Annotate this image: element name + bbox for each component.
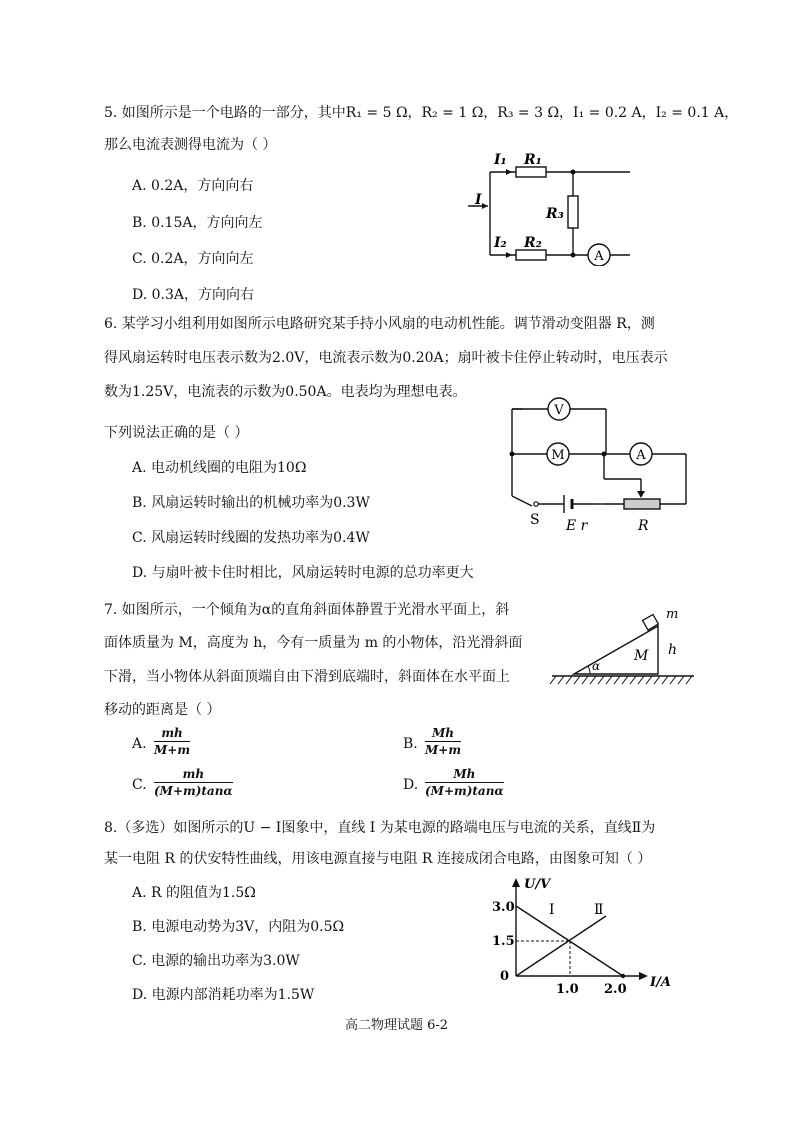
q7-option-a-denominator: M+m	[154, 743, 191, 757]
svg-text:1.0: 1.0	[556, 982, 579, 997]
rheostat-r	[624, 499, 660, 509]
svg-text:I: I	[549, 902, 555, 918]
q8-option-c: C. 电源的输出功率为3.0W	[132, 953, 300, 969]
q5-option-a: A. 0.2A，方向向右	[132, 178, 254, 194]
q7-option-c-denominator: (M+m)tanα	[154, 784, 233, 798]
svg-text:U/V: U/V	[524, 877, 551, 892]
q7-stem-line3: 下滑，当小物体从斜面顶端自由下滑到底端时，斜面体在水平面上	[104, 669, 510, 685]
svg-text:M: M	[634, 648, 649, 664]
q7-option-b-denominator: M+m	[425, 743, 462, 757]
q5-stem-line1: 5. 如图所示是一个电路的一部分，其中R₁ = 5 Ω，R₂ = 1 Ω，R₃ = 3 Ω，I₁ = 0.2 A，I₂ = 0.1 A，	[104, 105, 739, 121]
q6-stem-line2: 得风扇运转时电压表示数为2.0V，电流表示数为0.20A；扇叶被卡住停止转动时，电压表示	[104, 350, 668, 366]
q7-option-d-fraction	[425, 767, 504, 798]
q7-stem-line4: 移动的距离是（ ）	[104, 702, 221, 718]
q7-option-d-numerator: Mh	[425, 767, 504, 783]
svg-text:h: h	[668, 642, 678, 658]
q6-option-b: B. 风扇运转时输出的机械功率为0.3W	[132, 495, 370, 511]
q5-option-b: B. 0.15A，方向向左	[132, 215, 263, 231]
svg-text:0: 0	[500, 969, 510, 984]
q7-stem-line1: 7. 如图所示，一个倾角为α的直角斜面体静置于光滑水平面上，斜	[104, 602, 510, 618]
r3-resistor	[568, 196, 578, 228]
svg-text:α: α	[592, 659, 601, 673]
q6-stem-line3: 数为1.25V，电流表的示数为0.50A。电表均为理想电表。	[104, 384, 467, 400]
svg-text:S: S	[530, 512, 540, 528]
q6-circuit-figure	[500, 394, 700, 540]
q7-stem-line2: 面体质量为 M，高度为 h，今有一质量为 m 的小物体，沿光滑斜面	[104, 635, 523, 651]
r1-resistor	[516, 167, 546, 177]
q7-option-a-numerator: mh	[154, 726, 190, 742]
page-footer: 高二物理试题 6-2	[344, 1018, 449, 1033]
q8-option-b: B. 电源电动势为3V，内阻为0.5Ω	[132, 919, 345, 935]
svg-text:I₁: I₁	[494, 152, 507, 168]
r2-resistor	[516, 250, 546, 260]
svg-text:V: V	[554, 403, 564, 418]
svg-text:m: m	[666, 607, 679, 622]
svg-text:R₃: R₃	[546, 206, 564, 222]
q6-stem-line4: 下列说法正确的是（ ）	[104, 425, 249, 441]
q5-option-d: D. 0.3A，方向向右	[132, 287, 255, 303]
q8-stem-line1: 8.（多选）如图所示的U − I图象中，直线 I 为某电源的路端电压与电流的关系，直线Ⅱ为	[104, 820, 656, 836]
q7-option-b-fraction	[425, 726, 461, 757]
q6-option-d: D. 与扇叶被卡住时相比，风扇运转时电源的总功率更大	[132, 565, 474, 581]
q7-option-d-denominator: (M+m)tanα	[425, 784, 504, 798]
q7-option-a-fraction	[154, 726, 190, 757]
svg-text:R₁: R₁	[524, 152, 542, 168]
q7-option-b-label: B.	[403, 736, 418, 752]
svg-text:R₂: R₂	[524, 235, 542, 251]
q7-option-a-label: A.	[132, 736, 147, 752]
svg-text:I: I	[475, 192, 482, 208]
svg-text:R: R	[638, 518, 649, 534]
q7-option-c-numerator: mh	[154, 767, 233, 783]
svg-text:2.0: 2.0	[604, 982, 627, 997]
q8-stem-line2: 某一电阻 R 的伏安特性曲线，用该电源直接与电阻 R 连接成闭合电路，由图象可知（ ）	[104, 851, 652, 867]
q8-option-a: A. R 的阻值为1.5Ω	[132, 885, 256, 901]
line-ii	[516, 916, 606, 976]
q7-option-c-label: C.	[132, 777, 147, 793]
q8-option-d: D. 电源内部消耗功率为1.5W	[132, 987, 315, 1003]
q5-circuit-figure	[460, 148, 650, 266]
q5-option-c: C. 0.2A，方向向左	[132, 251, 254, 267]
q6-option-a: A. 电动机线圈的电阻为10Ω	[132, 460, 307, 476]
q7-option-d-label: D.	[403, 777, 419, 793]
svg-text:A: A	[594, 249, 604, 264]
q7-incline-figure	[548, 604, 698, 688]
svg-text:I/A: I/A	[650, 975, 671, 990]
q6-option-c: C. 风扇运转时线圈的发热功率为0.4W	[132, 530, 370, 546]
q7-option-b-numerator: Mh	[425, 726, 461, 742]
svg-text:Ⅱ: Ⅱ	[594, 902, 604, 918]
q6-stem-line1: 6. 某学习小组利用如图所示电路研究某手持小风扇的电动机性能。调节滑动变阻器 R，测	[104, 316, 655, 332]
svg-text:E r: E r	[566, 518, 588, 534]
q5-stem-line2: 那么电流表测得电流为（ ）	[104, 137, 277, 153]
q7-option-c-fraction	[154, 767, 233, 798]
q8-ui-graph	[486, 874, 686, 998]
svg-text:A: A	[636, 448, 646, 463]
svg-text:1.5: 1.5	[492, 934, 515, 949]
svg-text:3.0: 3.0	[492, 900, 515, 915]
svg-text:I₂: I₂	[494, 235, 507, 251]
svg-text:M: M	[551, 448, 565, 463]
